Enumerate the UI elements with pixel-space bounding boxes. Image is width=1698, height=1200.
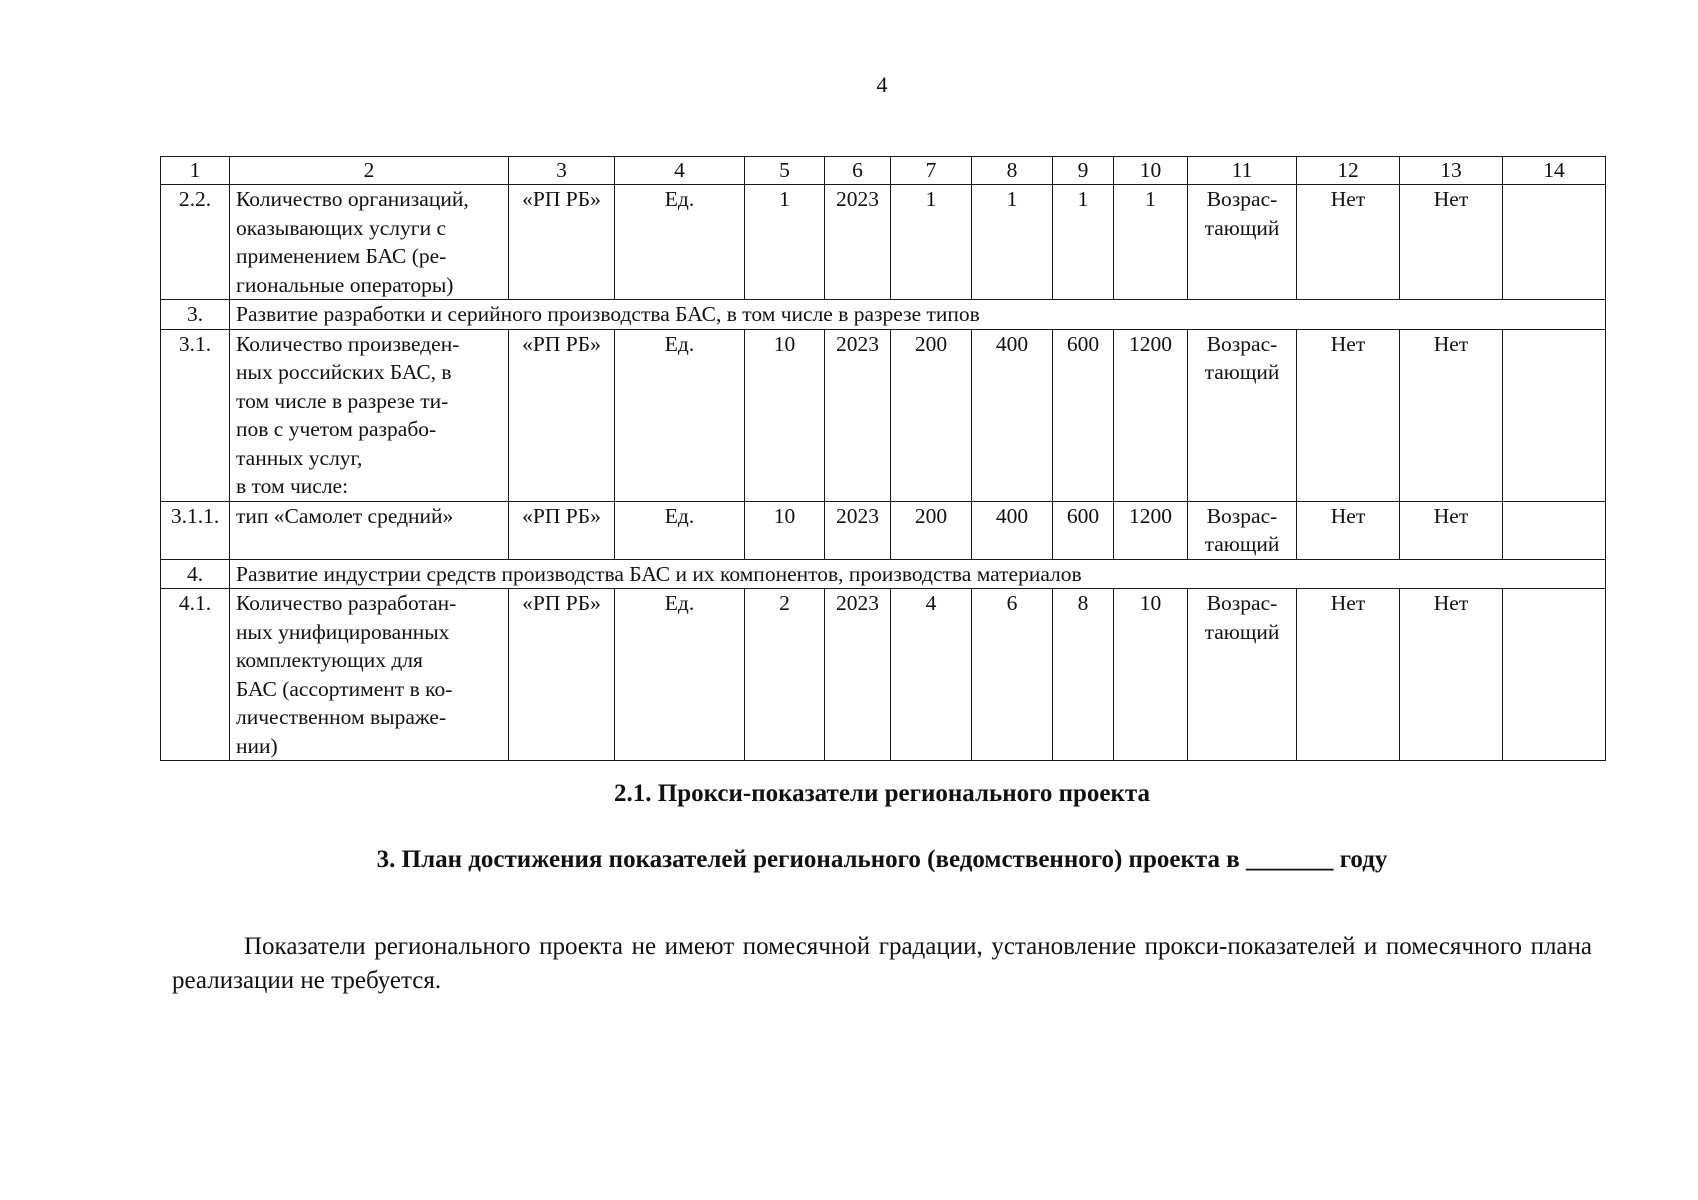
header-cell: 2 bbox=[230, 157, 509, 185]
cell-flag-13: Нет bbox=[1400, 185, 1503, 300]
cell-flag-12: Нет bbox=[1297, 589, 1400, 761]
table-row bbox=[161, 501, 1606, 559]
table-row bbox=[161, 589, 1606, 761]
cell-value-2025: 6 bbox=[972, 589, 1053, 761]
cell-source: «РП РБ» bbox=[509, 589, 615, 761]
table-row bbox=[161, 185, 1606, 300]
cell-trend: Возрас- тающий bbox=[1188, 185, 1297, 300]
cell-col-14 bbox=[1503, 185, 1606, 300]
cell-value-2025: 400 bbox=[972, 329, 1053, 501]
cell-base-value: 10 bbox=[745, 501, 825, 559]
header-cell: 6 bbox=[825, 157, 891, 185]
heading-proxy-indicators: 2.1. Прокси-показатели регионального проекта bbox=[614, 780, 1150, 807]
cell-flag-12: Нет bbox=[1297, 185, 1400, 300]
section-row bbox=[161, 300, 1606, 330]
table-header-row bbox=[161, 157, 1606, 185]
cell-source: «РП РБ» bbox=[509, 501, 615, 559]
cell-source: «РП РБ» bbox=[509, 329, 615, 501]
cell-num: 3.1. bbox=[161, 329, 230, 501]
cell-value-2027: 1200 bbox=[1114, 501, 1188, 559]
cell-value-2024: 200 bbox=[891, 329, 972, 501]
heading-achievement-plan: 3. План достижения показателей регионального (ведомственного) проекта в _______ году bbox=[376, 846, 1388, 873]
cell-trend: Возрас- тающий bbox=[1188, 589, 1297, 761]
header-cell: 5 bbox=[745, 157, 825, 185]
cell-value-2026: 8 bbox=[1053, 589, 1114, 761]
indicators-table bbox=[160, 156, 1606, 761]
cell-col-14 bbox=[1503, 501, 1606, 559]
header-cell: 13 bbox=[1400, 157, 1503, 185]
cell-value-2025: 400 bbox=[972, 501, 1053, 559]
cell-name: Количество разработан- ных унифицированных комплектующих для БАС (ассортимент в ко- личественном выраже- нии) bbox=[230, 589, 509, 761]
cell-num: 4.1. bbox=[161, 589, 230, 761]
cell-value-2024: 200 bbox=[891, 501, 972, 559]
page-number: 4 bbox=[876, 72, 888, 97]
cell-name: Количество произведен- ных российских БАС, в том числе в разрезе ти- пов с учетом разрабо- танных услуг, в том числе: bbox=[230, 329, 509, 501]
cell-flag-12: Нет bbox=[1297, 329, 1400, 501]
body-paragraph: Показатели регионального проекта не имеют помесячной градации, установление прокси-показателей и помесячного плана реализации не требуется. bbox=[172, 933, 1592, 994]
header-cell: 12 bbox=[1297, 157, 1400, 185]
cell-value-2026: 600 bbox=[1053, 501, 1114, 559]
section-number: 3. bbox=[161, 300, 230, 330]
cell-base-year: 2023 bbox=[825, 589, 891, 761]
header-cell: 11 bbox=[1188, 157, 1297, 185]
header-cell: 14 bbox=[1503, 157, 1606, 185]
cell-flag-13: Нет bbox=[1400, 329, 1503, 501]
header-cell: 9 bbox=[1053, 157, 1114, 185]
cell-flag-12: Нет bbox=[1297, 501, 1400, 559]
cell-name: Количество организаций, оказывающих услуги с применением БАС (ре- гиональные операторы) bbox=[230, 185, 509, 300]
header-cell: 10 bbox=[1114, 157, 1188, 185]
header-cell: 4 bbox=[615, 157, 745, 185]
cell-num: 3.1.1. bbox=[161, 501, 230, 559]
cell-num: 2.2. bbox=[161, 185, 230, 300]
header-cell: 8 bbox=[972, 157, 1053, 185]
cell-base-year: 2023 bbox=[825, 185, 891, 300]
cell-value-2027: 1 bbox=[1114, 185, 1188, 300]
cell-trend: Возрас- тающий bbox=[1188, 501, 1297, 559]
cell-name: тип «Самолет средний» bbox=[230, 501, 509, 559]
cell-value-2024: 4 bbox=[891, 589, 972, 761]
cell-base-value: 10 bbox=[745, 329, 825, 501]
cell-source: «РП РБ» bbox=[509, 185, 615, 300]
section-title: Развитие разработки и серийного производства БАС, в том числе в разрезе типов bbox=[230, 300, 1606, 330]
cell-value-2026: 600 bbox=[1053, 329, 1114, 501]
cell-col-14 bbox=[1503, 589, 1606, 761]
cell-base-year: 2023 bbox=[825, 329, 891, 501]
cell-unit: Ед. bbox=[615, 589, 745, 761]
cell-value-2026: 1 bbox=[1053, 185, 1114, 300]
cell-value-2024: 1 bbox=[891, 185, 972, 300]
cell-unit: Ед. bbox=[615, 185, 745, 300]
header-cell: 1 bbox=[161, 157, 230, 185]
cell-value-2027: 10 bbox=[1114, 589, 1188, 761]
cell-unit: Ед. bbox=[615, 329, 745, 501]
cell-col-14 bbox=[1503, 329, 1606, 501]
cell-value-2025: 1 bbox=[972, 185, 1053, 300]
cell-flag-13: Нет bbox=[1400, 589, 1503, 761]
section-number: 4. bbox=[161, 559, 230, 589]
cell-value-2027: 1200 bbox=[1114, 329, 1188, 501]
header-cell: 3 bbox=[509, 157, 615, 185]
section-row bbox=[161, 559, 1606, 589]
cell-flag-13: Нет bbox=[1400, 501, 1503, 559]
cell-base-value: 2 bbox=[745, 589, 825, 761]
cell-unit: Ед. bbox=[615, 501, 745, 559]
table-row bbox=[161, 329, 1606, 501]
section-title: Развитие индустрии средств производства БАС и их компонентов, производства материалов bbox=[230, 559, 1606, 589]
header-cell: 7 bbox=[891, 157, 972, 185]
cell-trend: Возрас- тающий bbox=[1188, 329, 1297, 501]
cell-base-value: 1 bbox=[745, 185, 825, 300]
cell-base-year: 2023 bbox=[825, 501, 891, 559]
